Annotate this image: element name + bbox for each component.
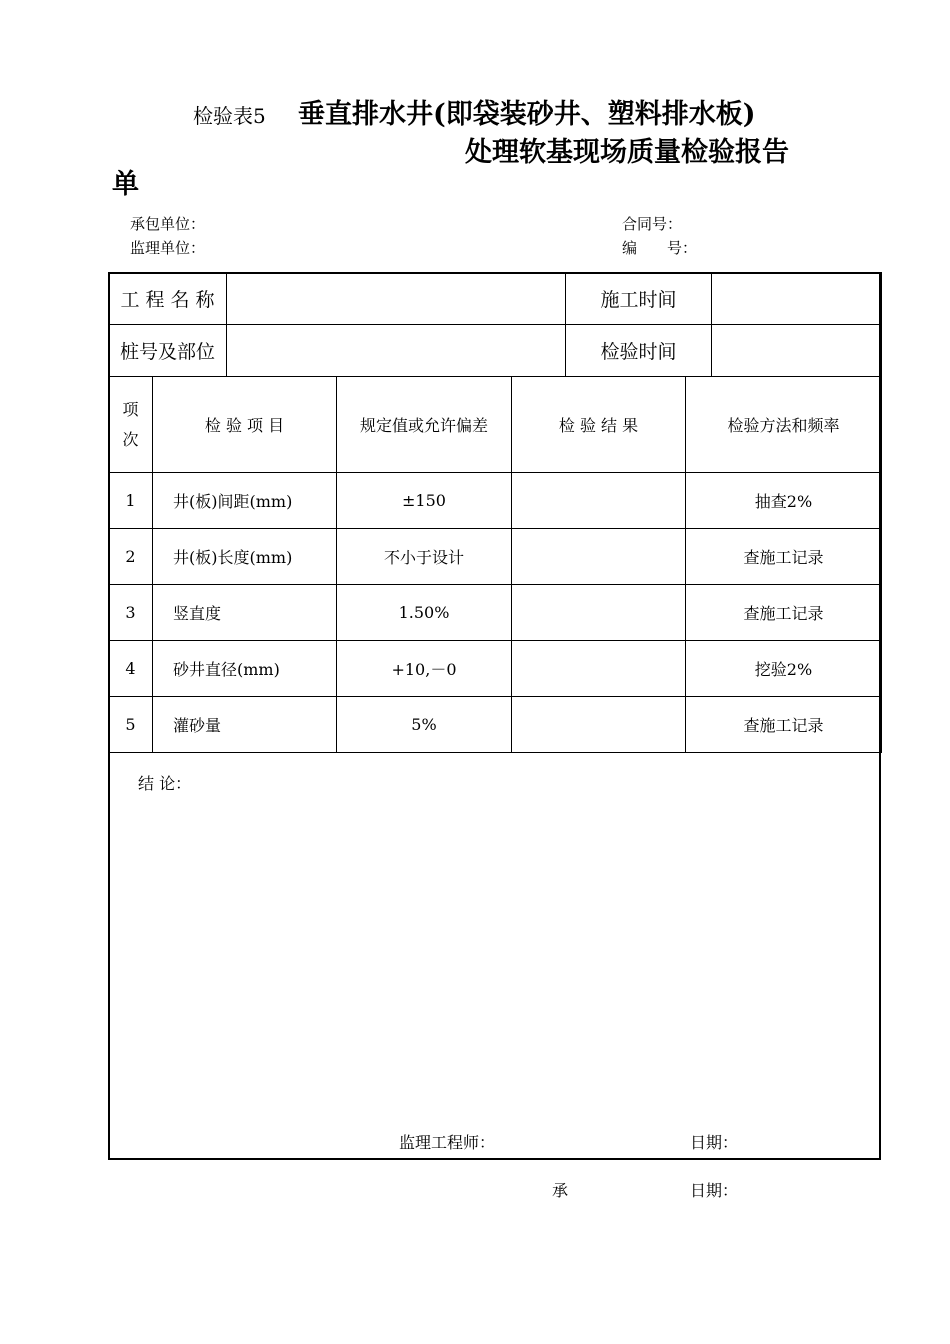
construction-time-field[interactable] — [712, 273, 882, 325]
inspection-items-table — [108, 376, 882, 753]
row-result-field[interactable] — [512, 473, 686, 529]
page-title: 垂直排水井(即袋装砂井、塑料排水板) — [298, 99, 756, 130]
station-label: 桩号及部位 — [109, 325, 227, 377]
row-method: 查施工记录 — [686, 585, 882, 641]
col-header-method: 检验方法和频率 — [686, 377, 882, 473]
row-seq: 5 — [109, 697, 153, 753]
page-title-line2: 处理软基现场质量检验报告 — [465, 137, 789, 168]
row-result-field[interactable] — [512, 529, 686, 585]
project-name-row — [109, 273, 882, 325]
row-result-field[interactable] — [512, 585, 686, 641]
row-seq: 4 — [109, 641, 153, 697]
row-method: 查施工记录 — [686, 697, 882, 753]
table-row — [109, 697, 882, 753]
row-item: 井(板)间距(mm) — [153, 473, 337, 529]
row-result-field[interactable] — [512, 641, 686, 697]
table-row — [109, 529, 882, 585]
contractor-label: 承包单位： — [130, 215, 206, 233]
row-item: 竖直度 — [153, 585, 337, 641]
col-header-result: 检 验 结 果 — [512, 377, 686, 473]
project-name-field[interactable] — [227, 273, 566, 325]
project-name-label: 工 程 名 称 — [109, 273, 227, 325]
contract-number-label: 合同号： — [622, 215, 683, 233]
page-title-line3: 单 — [112, 169, 139, 200]
col-header-spec: 规定值或允许偏差 — [337, 377, 512, 473]
row-spec: 不小于设计 — [337, 529, 512, 585]
table-row — [109, 641, 882, 697]
row-method: 查施工记录 — [686, 529, 882, 585]
supervisor-label: 监理单位： — [130, 239, 206, 257]
row-seq: 2 — [109, 529, 153, 585]
row-seq: 3 — [109, 585, 153, 641]
engineer-date-label: 日期： — [690, 1133, 739, 1152]
conclusion-label: 结 论： — [138, 774, 192, 793]
row-spec: +10,－0 — [337, 641, 512, 697]
contractor-date-label: 日期： — [690, 1181, 739, 1200]
row-item: 灌砂量 — [153, 697, 337, 753]
row-spec: 1.50% — [337, 585, 512, 641]
col-header-seq: 项 次 — [109, 377, 153, 473]
inspection-time-label: 检验时间 — [566, 325, 712, 377]
table-row — [109, 585, 882, 641]
station-field[interactable] — [227, 325, 566, 377]
row-spec: 5% — [337, 697, 512, 753]
construction-time-label: 施工时间 — [566, 273, 712, 325]
row-seq: 1 — [109, 473, 153, 529]
table-row — [109, 473, 882, 529]
table-number: 检验表5 — [193, 104, 266, 128]
row-method: 挖验2% — [686, 641, 882, 697]
contractor-signature-label: 承 — [552, 1181, 569, 1200]
engineer-signature-label: 监理工程师： — [399, 1133, 496, 1152]
column-header-row — [109, 377, 882, 473]
row-method: 抽查2% — [686, 473, 882, 529]
row-item: 井(板)长度(mm) — [153, 529, 337, 585]
col-header-item: 检 验 项 目 — [153, 377, 337, 473]
conclusion-field[interactable] — [140, 800, 860, 1120]
project-info-table — [108, 272, 882, 377]
row-spec: ±150 — [337, 473, 512, 529]
inspection-time-field[interactable] — [712, 325, 882, 377]
row-item: 砂井直径(mm) — [153, 641, 337, 697]
station-row — [109, 325, 882, 377]
row-result-field[interactable] — [512, 697, 686, 753]
number-label: 编 号： — [622, 239, 698, 257]
